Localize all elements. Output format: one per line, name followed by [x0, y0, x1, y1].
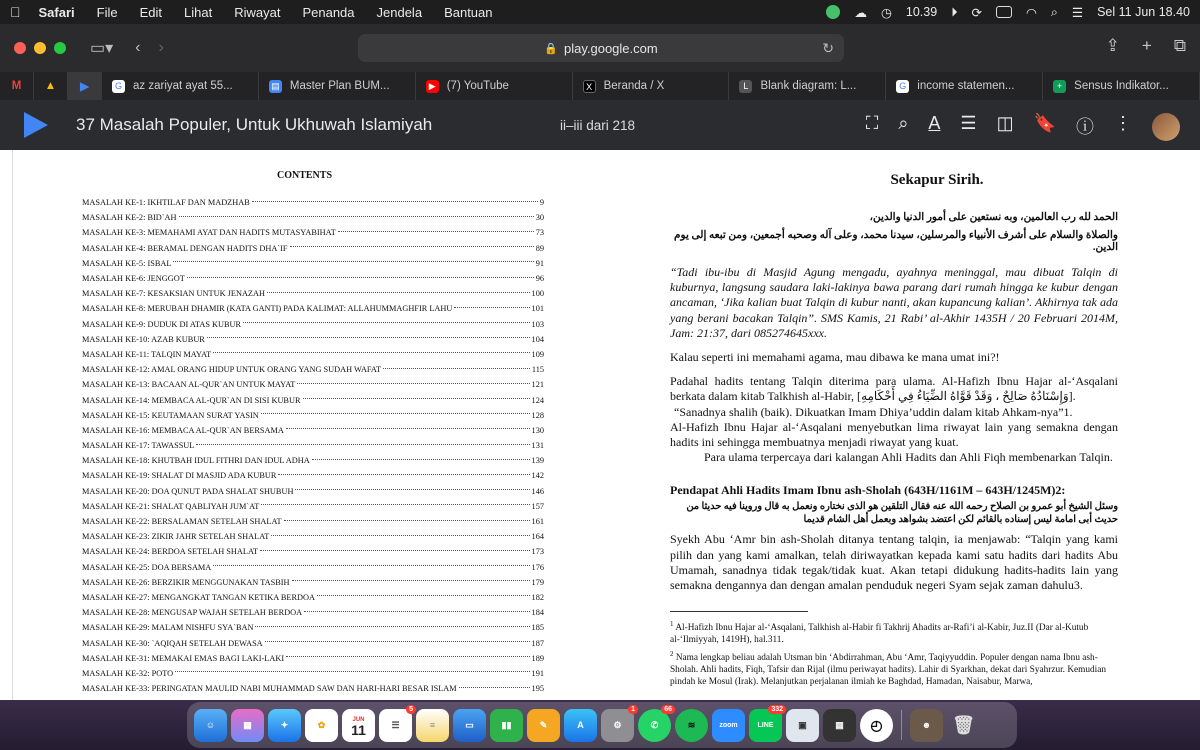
- toc-leader-dots: [265, 641, 530, 642]
- settings-badge: 1: [628, 705, 638, 714]
- toc-entry-page: 96: [535, 274, 544, 284]
- toc-entry-page: 91: [535, 258, 544, 268]
- google-icon: G: [896, 80, 909, 93]
- page-title: Sekapur Sirih.: [890, 172, 984, 188]
- toc-entry-page: 139: [531, 456, 544, 466]
- toc-leader-dots: [312, 459, 530, 460]
- contents-icon[interactable]: ☰: [960, 113, 977, 133]
- toc-entry-page: 73: [535, 228, 544, 238]
- toc-entry-label: MASALAH KE-26: BERZIKIR MENGGUNAKAN TASBIH: [82, 577, 290, 587]
- toc-entry-label: MASALAH KE-30: `AQIQAH SETELAH DEWASA: [82, 638, 263, 648]
- tab-4[interactable]: [573, 72, 730, 100]
- gmail-icon: M: [11, 80, 22, 92]
- safari-toolbar: [0, 24, 1200, 72]
- forward-arrow-icon[interactable]: ›: [158, 39, 164, 56]
- timer-icon[interactable]: ◷: [880, 5, 892, 20]
- toc-entry-page: 184: [531, 608, 544, 618]
- reading-area: [0, 150, 1200, 700]
- wifi-icon[interactable]: ◠: [1025, 5, 1037, 20]
- toc-leader-dots: [383, 368, 530, 369]
- zoom-label: zoom: [719, 721, 738, 729]
- whatsapp-badge: 66: [661, 705, 675, 714]
- toc-entry-label: MASALAH KE-18: KHUTBAH IDUL FITHRI DAN IDUL ADHA: [82, 456, 310, 466]
- toc-entry-page: 185: [531, 623, 544, 633]
- toc-entry[interactable]: [82, 651, 544, 666]
- toc-entry-page: 109: [531, 349, 544, 359]
- table-of-contents: [13, 195, 596, 696]
- toc-entry-page: 176: [531, 562, 544, 572]
- toc-entry-page: 161: [531, 517, 544, 527]
- line-label: LINE: [757, 721, 774, 729]
- toc-leader-dots: [295, 489, 529, 490]
- menubar-datetime[interactable]: Sel 11 Jun 18.40: [1097, 5, 1190, 19]
- text-format-icon[interactable]: A: [928, 113, 941, 133]
- toc-entry[interactable]: [82, 377, 544, 392]
- toc-entry[interactable]: [82, 362, 544, 377]
- tab-1[interactable]: [102, 72, 259, 100]
- toc-entry-label: MASALAH KE-9: DUDUK DI ATAS KUBUR: [82, 319, 242, 329]
- toc-leader-dots: [297, 383, 529, 384]
- clock-icon[interactable]: ◴: [860, 709, 893, 742]
- youtube-icon: ▶: [426, 80, 439, 93]
- sidebar-toggle-icon[interactable]: ▭▾: [90, 40, 114, 57]
- bookmark-icon[interactable]: 🔖: [1033, 113, 1056, 133]
- calendar-icon[interactable]: [342, 709, 375, 742]
- dock: [187, 702, 1017, 748]
- toc-entry-page: 187: [531, 638, 544, 648]
- toc-entry-page: 100: [531, 289, 544, 299]
- paragraph-4: Al-Hafizh Ibnu Hajar al-‘Asqalani menyebutkan lima riwayat lain yang semakna dengan hadits ini sehingga membuatnya menjadi riwayat yang kuat.: [670, 419, 1118, 450]
- url-text: play.google.com: [563, 40, 658, 56]
- footnote-text: Al-Hafizh Ibnu Hajar al-‘Asqalani, Talkhish al-Habir fi Takhrij Ahadits ar-Rafi’i al-Kabir, Juz.II (Dar al-Kutub al-‘Ilmiyyah, 1419H), hal.311.: [670, 623, 1089, 646]
- toc-leader-dots: [292, 580, 530, 581]
- toc-leader-dots: [286, 428, 530, 429]
- footnote-divider: [670, 611, 808, 612]
- toc-entry-page: 104: [531, 334, 544, 344]
- google-icon: G: [112, 80, 125, 93]
- tab-title: Blank diagram: L...: [760, 80, 857, 92]
- toc-leader-dots: [243, 322, 529, 323]
- toc-leader-dots: [187, 277, 534, 278]
- close-window-button[interactable]: [14, 42, 26, 54]
- toc-leader-dots: [261, 413, 530, 414]
- menu-bookmarks[interactable]: Penanda: [291, 4, 345, 20]
- drive-icon: ▲: [44, 80, 57, 92]
- lock-icon: 🔒: [544, 42, 558, 55]
- toc-leader-dots: [260, 550, 529, 551]
- tab-bar: [0, 72, 1200, 100]
- toc-entry[interactable]: [82, 195, 544, 210]
- footnote-2: [670, 648, 1118, 688]
- toc-entry[interactable]: [82, 225, 544, 240]
- toc-entry[interactable]: [82, 605, 544, 620]
- apple-menu-icon[interactable]: [10, 4, 21, 20]
- toc-leader-dots: [252, 201, 538, 202]
- menu-help[interactable]: Bantuan: [433, 4, 482, 20]
- tab-3[interactable]: [416, 72, 573, 100]
- toc-entry-page: 191: [531, 668, 544, 678]
- reload-icon[interactable]: ↻: [822, 39, 834, 56]
- toc-leader-dots: [271, 535, 529, 536]
- toc-leader-dots: [317, 595, 530, 596]
- system-settings-icon[interactable]: ⚙ 1: [601, 709, 634, 742]
- desktop-background: [0, 700, 1200, 750]
- toc-entry-page: 195: [531, 684, 544, 694]
- toc-entry-label: MASALAH KE-2: BID`AH: [82, 213, 177, 223]
- toc-entry[interactable]: [82, 423, 544, 438]
- toc-leader-dots: [175, 671, 529, 672]
- spotify-icon[interactable]: ≋: [675, 709, 708, 742]
- toc-entry-label: MASALAH KE-1: IKHTILAF DAN MADZHAB: [82, 198, 250, 208]
- left-page: [12, 150, 596, 700]
- recent-photo-icon[interactable]: ☻: [910, 709, 943, 742]
- notes-icon[interactable]: ≡: [416, 709, 449, 742]
- calendar-day: 11: [351, 722, 366, 738]
- toc-entry-label: MASALAH KE-33: PERINGATAN MAULID NABI MUHAMMAD SAW DAN HARI-HARI BESAR ISLAM: [82, 684, 457, 694]
- toc-entry-label: MASALAH KE-13: BACAAN AL-QUR`AN UNTUK MAYAT: [82, 380, 296, 390]
- toc-leader-dots: [213, 352, 529, 353]
- toc-entry-page: 121: [531, 380, 544, 390]
- toc-entry[interactable]: [82, 453, 544, 468]
- tab-overview-icon[interactable]: ⧉: [1173, 36, 1186, 55]
- sheets-icon: +: [1053, 80, 1066, 93]
- toc-entry[interactable]: [82, 301, 544, 316]
- toc-entry-label: MASALAH KE-4: BERAMAL DENGAN HADITS DHA`IF: [82, 243, 288, 253]
- toc-entry-page: 130: [531, 425, 544, 435]
- toc-leader-dots: [213, 565, 529, 566]
- battery-icon[interactable]: [996, 6, 1012, 18]
- toc-entry[interactable]: [82, 635, 544, 650]
- paragraph-3: “Sanadnya shalih (baik). Dikuatkan Imam Dhiya’uddin dalam kitab Ahkam-nya”1.: [674, 404, 1073, 419]
- toc-entry-label: MASALAH KE-10: AZAB KUBUR: [82, 334, 205, 344]
- footnote-1: [670, 618, 1118, 646]
- toc-entry-page: 124: [531, 395, 544, 405]
- x-icon: X: [583, 80, 596, 93]
- toc-entry-page: 9: [539, 198, 544, 208]
- toc-entry-page: 103: [531, 319, 544, 329]
- toc-entry-label: MASALAH KE-22: BERSALAMAN SETELAH SHALAT: [82, 517, 282, 527]
- sync-icon[interactable]: ⟳: [971, 5, 982, 20]
- toc-entry-page: 173: [531, 547, 544, 557]
- toc-entry-label: MASALAH KE-28: MENGUSAP WAJAH SETELAH BERDOA: [82, 608, 303, 618]
- keynote-icon[interactable]: ▭: [453, 709, 486, 742]
- tab-title: income statemen...: [917, 80, 1015, 92]
- toc-leader-dots: [290, 246, 534, 247]
- footnote-text: Nama lengkap beliau adalah Utsman bin ‘Abdirrahman, Abu ‘Amr, Taqiyyuddin. Populer dengan nama Ibnu ash-Sholah. Ahli hadits, Fiqh, Tafsir dan Rijal (ilmu periwayat hadits). Lahir di Syarkhan, dekat dari Syahrzur. Kemudian pindah ke Mosul (Irak). Melanjutkan perjalanan ilmiah ke Baghdad, Hamadan, Naisabur, Marwa,: [670, 653, 1107, 688]
- section-heading: Pendapat Ahli Hadits Imam Ibnu ash-Sholah (643H/1161M – 643H/1245M)2:: [670, 483, 1066, 498]
- toc-leader-dots: [179, 216, 534, 217]
- toc-entry-page: 115: [531, 365, 544, 375]
- toc-entry-label: MASALAH KE-20: DOA QUNUT PADA SHALAT SHUBUH: [82, 486, 294, 496]
- play-icon[interactable]: ⏵: [951, 4, 958, 19]
- footnote-marker: 2: [670, 650, 674, 659]
- fullscreen-icon[interactable]: ⛶: [865, 113, 879, 133]
- search-book-icon[interactable]: ⌕: [898, 113, 909, 133]
- toc-entry[interactable]: [82, 666, 544, 681]
- toc-entry[interactable]: [82, 484, 544, 499]
- toc-entry[interactable]: [82, 681, 544, 696]
- zoom-icon[interactable]: [712, 709, 745, 742]
- toc-leader-dots: [459, 687, 530, 688]
- window-controls: [14, 42, 66, 54]
- toc-entry[interactable]: [82, 468, 544, 483]
- toc-entry[interactable]: [82, 438, 544, 453]
- toc-entry-label: MASALAH KE-27: MENGANGKAT TANGAN KETIKA BERDOA: [82, 592, 315, 602]
- menubar-time[interactable]: 10.39: [905, 5, 938, 19]
- toc-leader-dots: [255, 626, 529, 627]
- help-icon[interactable]: ⓘ: [1076, 117, 1094, 137]
- menu-file[interactable]: File: [86, 4, 108, 20]
- toc-entry[interactable]: [82, 620, 544, 635]
- search-icon[interactable]: ⌕: [1050, 4, 1058, 19]
- tab-title: (7) YouTube: [446, 80, 509, 92]
- page-indicator: ii–iii dari 218: [560, 117, 636, 133]
- reminders-icon[interactable]: ☰ 5: [379, 709, 412, 742]
- photos-icon[interactable]: ✿: [305, 709, 338, 742]
- arabic-opening-2: والصلاة والسلام على أشرف الأنبياء والمرسلين، سيدنا محمد، وعلى آله وصحبه أجمعين، ومن تبعه إلى يوم الدين.: [674, 230, 1118, 253]
- numbers-icon[interactable]: ▮▮: [490, 709, 523, 742]
- toc-entry[interactable]: [82, 590, 544, 605]
- toc-entry-label: MASALAH KE-17: TAWASSUL: [82, 441, 195, 451]
- toc-leader-dots: [454, 307, 529, 308]
- two-page-layout-icon[interactable]: ◫: [996, 113, 1014, 133]
- reminders-badge: 5: [406, 705, 416, 714]
- toc-entry-label: MASALAH KE-12: AMAL ORANG HIDUP UNTUK ORANG YANG SUDAH WAFAT: [82, 365, 382, 375]
- tab-title: Master Plan BUM...: [289, 80, 390, 92]
- share-icon[interactable]: ⇪: [1105, 36, 1120, 55]
- tab-title: az zariyat ayat 55...: [133, 80, 233, 92]
- toc-leader-dots: [303, 398, 530, 399]
- toc-leader-dots: [196, 444, 529, 445]
- toc-entry-label: MASALAH KE-25: DOA BERSAMA: [82, 562, 212, 572]
- tab-6[interactable]: [886, 72, 1043, 100]
- toc-entry-label: MASALAH KE-29: MALAM NISHFU SYA`BAN: [82, 623, 254, 633]
- toc-entry-page: 30: [535, 213, 544, 223]
- toc-leader-dots: [338, 231, 534, 232]
- toc-entry-label: MASALAH KE-15: KEUTAMAAN SURAT YASIN: [82, 410, 259, 420]
- whatsapp-icon[interactable]: ✆ 66: [638, 709, 671, 742]
- docs-icon: ▤: [269, 80, 282, 93]
- arabic-quote: وسئل الشيخ أبو عمرو بن الصلاح رحمه الله عنه فقال التلقين هو الذى نختاره ونعمل به قال وروينا فيه حديثا من حديث أبى امامة ليس إسناده بالقائم لكن اعتضد بشواهد وبعمل أهل الشام قديما: [686, 501, 1118, 526]
- toc-entry-page: 146: [531, 486, 544, 496]
- footnote-marker: 1: [670, 620, 674, 629]
- avatar[interactable]: [1152, 113, 1180, 141]
- menu-app-name[interactable]: Safari: [28, 4, 65, 20]
- toc-entry-page: 182: [531, 592, 544, 602]
- toc-entry[interactable]: [82, 392, 544, 407]
- toc-entry-label: MASALAH KE-14: MEMBACA AL-QUR`AN DI SISI KUBUR: [82, 395, 301, 405]
- play-books-logo-icon[interactable]: [24, 112, 48, 138]
- toc-entry-page: 179: [531, 577, 544, 587]
- app-store-icon[interactable]: A: [564, 709, 597, 742]
- toc-leader-dots: [261, 504, 529, 505]
- toc-entry-label: MASALAH KE-8: MERUBAH DHAMIR (KATA GANTI) PADA KALIMAT: ALLAHUMMAGHFIR LAHU: [82, 304, 453, 314]
- tab-5[interactable]: [729, 72, 886, 100]
- toc-leader-dots: [207, 337, 530, 338]
- toc-entry[interactable]: [82, 514, 544, 529]
- pinned-tab-playbooks[interactable]: [68, 72, 102, 100]
- pinned-tab-gmail[interactable]: [0, 72, 34, 100]
- dock-separator: [901, 710, 902, 740]
- pages-icon[interactable]: ✎: [527, 709, 560, 742]
- paragraph-2: Padahal hadits tentang Talqin diterima para ulama. Al-Hafizh Ibnu Hajar al-‘Asqalani berkata dalam kitab Talkhish al-Habir, [وَإِسْنَادُهُ صَالِحٌ ، وَقَدْ قَوَّاهُ الضِّيَاءُ فِي أَحْكَامِهِ].: [670, 374, 1118, 404]
- paragraph-6: Syekh Abu ‘Amr bin ash-Sholah ditanya tentang talqin, ia menjawab: “Talqin yang kami pilih dan yang kami amalkan, telah diriwayatkan kepada kami satu hadits dari hadits Abu Umamah, sanadnya tidak tegak/tidak kuat. Akan tetapi didukung hadits-hadits lain yang semakna dengannya dan dengan amalan penduduk negeri Syam sejak zaman dahulu3.: [670, 532, 1118, 593]
- toc-entry[interactable]: [82, 347, 544, 362]
- new-tab-icon[interactable]: +: [1141, 36, 1152, 55]
- more-options-icon[interactable]: ⋮: [1114, 113, 1132, 133]
- line-badge: 332: [768, 705, 786, 714]
- tab-7[interactable]: [1043, 72, 1200, 100]
- calendar-month: JUN: [352, 717, 365, 723]
- toc-entry[interactable]: [82, 499, 544, 514]
- minimize-window-button[interactable]: [34, 42, 46, 54]
- toc-entry[interactable]: [82, 286, 544, 301]
- toc-entry-label: MASALAH KE-24: BERDOA SETELAH SHALAT: [82, 547, 259, 557]
- paragraph-1: Kalau seperti ini memahami agama, mau dibawa ke mana umat ini?!: [670, 350, 1000, 365]
- lucidchart-icon: L: [739, 80, 752, 93]
- toc-entry[interactable]: [82, 544, 544, 559]
- pinned-tab-drive[interactable]: [34, 72, 68, 100]
- toc-entry-label: MASALAH KE-3: MEMAHAMI AYAT DAN HADITS MUTASYABIHAT: [82, 228, 336, 238]
- playbooks-icon: ▶: [80, 81, 89, 93]
- cloud-icon[interactable]: ☁: [854, 5, 867, 20]
- safari-icon[interactable]: ✦: [268, 709, 301, 742]
- toc-leader-dots: [278, 474, 529, 475]
- toc-entry-label: MASALAH KE-19: SHALAT DI MASJID ADA KUBUR: [82, 471, 277, 481]
- paragraph-5: Para ulama terpercaya dari kalangan Ahli Hadits dan Ahli Fiqh membenarkan Talqin.: [704, 450, 1113, 465]
- control-center-icon[interactable]: ☰: [1071, 5, 1084, 20]
- finder-icon[interactable]: ☺: [194, 709, 227, 742]
- menu-view[interactable]: Lihat: [173, 4, 202, 20]
- toc-entry-label: MASALAH KE-5: ISBAL: [82, 258, 172, 268]
- preview-icon[interactable]: ▣: [786, 709, 819, 742]
- toc-entry[interactable]: [82, 332, 544, 347]
- line-icon[interactable]: [749, 705, 783, 742]
- toc-entry[interactable]: [82, 529, 544, 544]
- toc-entry-page: 128: [531, 410, 544, 420]
- trash-icon[interactable]: 🗑: [952, 714, 975, 735]
- status-app-icon[interactable]: [826, 5, 840, 19]
- toc-leader-dots: [267, 292, 530, 293]
- back-arrow-icon[interactable]: ‹: [135, 39, 141, 56]
- toc-leader-dots: [173, 261, 533, 262]
- arabic-opening-1: الحمد لله رب العالمين، وبه نستعين على أمور الدنيا والدين،: [869, 212, 1118, 223]
- toc-entry-label: MASALAH KE-21: SHALAT QABLIYAH JUM`AT: [82, 501, 260, 511]
- toc-leader-dots: [304, 611, 529, 612]
- toc-entry-label: MASALAH KE-31: MEMAKAI EMAS BAGI LAKI-LAKI: [82, 653, 285, 663]
- toc-entry-page: 164: [531, 532, 544, 542]
- toc-entry[interactable]: [82, 271, 544, 286]
- toc-entry[interactable]: [82, 241, 544, 256]
- toc-leader-dots: [284, 520, 530, 521]
- toc-entry-label: MASALAH KE-6: JENGGOT: [82, 274, 185, 284]
- launchpad-icon[interactable]: ▦: [231, 709, 264, 742]
- toc-entry-page: 101: [531, 304, 544, 314]
- menu-edit[interactable]: Edit: [129, 4, 152, 20]
- reader-toolbar: [0, 100, 1200, 150]
- toc-entry[interactable]: [82, 317, 544, 332]
- book-title: 37 Masalah Populer, Untuk Ukhuwah Islamiyah: [76, 115, 433, 134]
- tab-2[interactable]: [259, 72, 416, 100]
- toc-entry-page: 189: [531, 653, 544, 663]
- toc-entry[interactable]: [82, 210, 544, 225]
- menu-history[interactable]: Riwayat: [223, 4, 270, 20]
- tab-title: Sensus Indikator...: [1074, 80, 1169, 92]
- menu-window[interactable]: Jendela: [366, 4, 412, 20]
- contents-heading: CONTENTS: [276, 170, 332, 181]
- toc-entry-label: MASALAH KE-23: ZIKIR JAHR SETELAH SHALAT: [82, 532, 270, 542]
- toc-entry-label: MASALAH KE-7: KESAKSIAN UNTUK JENAZAH: [82, 289, 265, 299]
- toc-entry-page: 142: [531, 471, 544, 481]
- toc-entry-label: MASALAH KE-16: MEMBACA AL-QUR`AN BERSAMA: [82, 425, 284, 435]
- address-bar[interactable]: [358, 34, 844, 62]
- macos-menubar: [0, 0, 1200, 24]
- right-page: [606, 150, 1188, 700]
- toc-entry-label: MASALAH KE-32: POTO: [82, 668, 174, 678]
- toc-entry[interactable]: [82, 560, 544, 575]
- toc-entry-page: 131: [531, 441, 544, 451]
- sms-quote: “Tadi ibu-ibu di Masjid Agung mengadu, ayahnya meninggal, mau dibuat Talqin di kuburnya, langsung saudara laki-lakinya bawa parang dari rumah hingga ke kubur dengan ancaman, ‘Jika kalian buat Talqin di kubur nanti, akan kupancung kalian’. Akhirnya tak ada yang berani bacakan Talqin”. SMS Kamis, 21 Rabi’ al-Akhir 1435H / 20 Februari 2014M, Jam: 21:37, dari 085274645xxx.: [670, 265, 1118, 340]
- toc-entry[interactable]: [82, 256, 544, 271]
- calculator-icon[interactable]: ▦: [823, 709, 856, 742]
- toc-entry[interactable]: [82, 408, 544, 423]
- toc-leader-dots: [286, 656, 529, 657]
- toc-entry[interactable]: [82, 575, 544, 590]
- toc-entry-label: MASALAH KE-11: TALQIN MAYAT: [82, 349, 212, 359]
- toc-entry-page: 89: [535, 243, 544, 253]
- toc-entry-page: 157: [531, 501, 544, 511]
- tab-title: Beranda / X: [603, 80, 665, 92]
- zoom-window-button[interactable]: [54, 42, 66, 54]
